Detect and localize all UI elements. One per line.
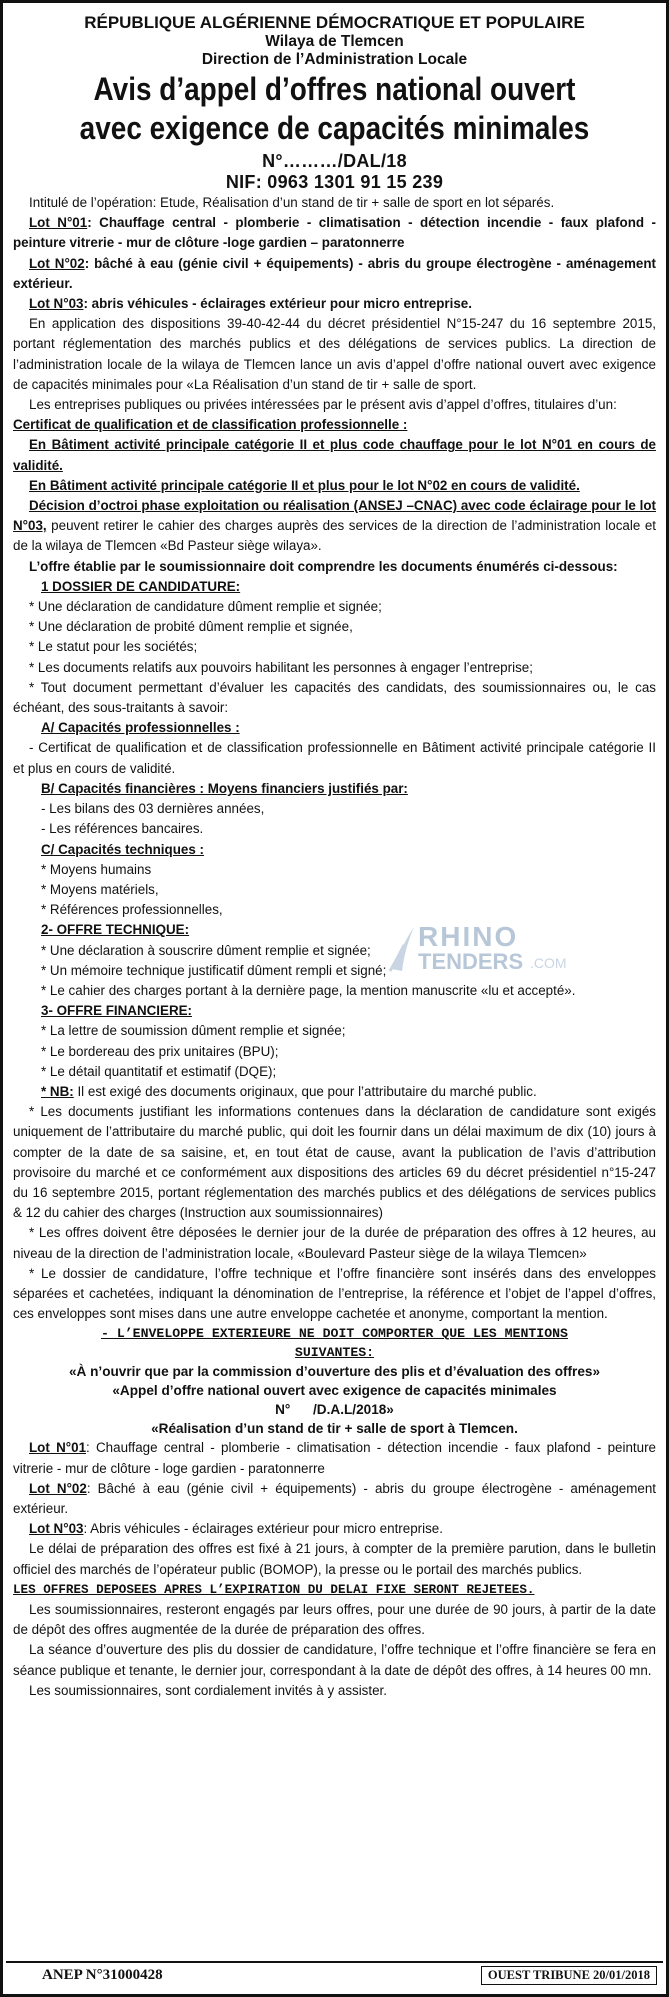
rejet-notice: LES OFFRES DEPOSEES APRES L’EXPIRATION DU DELAI FIXE SERONT REJETEES. [13, 1582, 535, 1597]
cap-tech-item: * Moyens humains [41, 861, 152, 877]
cap-tech-item: * Références professionnelles, [41, 902, 223, 918]
watermark-line-2: TENDERS [418, 949, 524, 974]
lot-label: Lot N°01 [29, 1440, 87, 1456]
lot-label: Lot N°03 [29, 296, 84, 312]
lot-label: Lot N°02 [29, 255, 85, 271]
delai-paragraph: Le délai de préparation des offres est fixé à 21 jours, à compter de la première parution, dans le bulletin officiel des marchés de l’opérateur public (BOMOP), la presse ou le portail des marchés publics. [13, 1541, 656, 1577]
offre-fin-item: * Le détail quantitatif et estimatif (DQE); [41, 1063, 277, 1079]
dossier-item: * Une déclaration de probité dûment remplie et signée, [29, 619, 353, 635]
direction-heading: Direction de l’Administration Locale [201, 51, 468, 68]
cap-fin-item: - Les bilans des 03 dernières années, [41, 801, 265, 817]
lot-2-top [13, 254, 656, 294]
dossier-item: * Les documents relatifs aux pouvoirs habilitant les personnes à engager l’entreprise; [29, 659, 533, 675]
dossier-item: * Une déclaration de candidature dûment remplie et signée; [29, 599, 382, 615]
lot-text: : Bâché à eau (génie civil + équipements) - abris du groupe électrogène - aménagement extérieur. [13, 1480, 656, 1516]
enveloppe-heading-1: - L’ENVELOPPE EXTERIEURE NE DOIT COMPORTER QUE LES MENTIONS [101, 1326, 568, 1342]
offre-tech-item: * Le cahier des charges portant à la dernière page, la mention manuscrite «lu et accepté». [41, 982, 576, 998]
retrait-cahier: peuvent retirer le cahier des charges auprès des services de la direction de l’administration locale et de la wilaya de Tlemcen «Bd Pasteur siège wilaya». [13, 518, 656, 554]
cap-fin-item: - Les références bancaires. [41, 821, 204, 837]
engages-paragraph: Les soumissionnaires, resteront engagés par leurs offres, pour une durée de 90 jours, à partir de la date de dépôt des offres augmentée de la durée de préparation des offres. [13, 1602, 656, 1638]
cap-pro-text: - Certificat de qualification et de classification professionnelle en Bâtiment activité principale catégorie II et plus en cours de validité. [13, 740, 656, 776]
lot-text: : Chauffage central - plomberie - climatisation - détection incendie - faux plafond - peinture vitrerie - mur de clôture - loge gardien - paratonnerre [13, 1440, 656, 1476]
lot-3-top [13, 294, 656, 314]
documents-paragraph: * Les documents justifiant les informations contenues dans la déclaration de candidature sont exigés uniquement de l’attributaire du marché public, qui doit les fournir dans un délai maximum de dix (10) jours à compter de la date de sa saisine, et, en tout état de cause, avant la publication de l’avis d’attribution provisoire du marché et ce conformément aux dispositions des articles 69 du décret présidentiel n°15-247 du 16 septembre 2015, portant réglementation des marchés publics et des délégations de services publics & 12 du cahier des charges (Instruction aux soumissionnaires) [13, 1104, 656, 1221]
enveloppe-line: «Appel d’offre national ouvert avec exigence de capacités minimales [112, 1383, 557, 1399]
invites-paragraph: Les soumissionnaires, sont cordialement invités à y assister. [29, 1682, 387, 1698]
dossier-heading: 1 DOSSIER DE CANDIDATURE: [41, 578, 241, 594]
wilaya-heading: Wilaya de Tlemcen [265, 33, 404, 50]
offres-deposees-paragraph: * Les offres doivent être déposées le dernier jour de la durée de préparation des offres à 12 heures, au niveau de la direction de l’administration locale, «Boulevard Pasteur siège de la wilaya Tlemcen» [13, 1225, 656, 1261]
nif-number: NIF: 0963 1301 91 15 239 [225, 172, 444, 192]
title-line-1: Avis d’appel d’offres national ouvert [93, 71, 576, 107]
lot-text: : Chauffage central - plomberie - climatisation - détection incendie - faux plafond - peinture vitrerie - mur de clôture -loge gardien – paratonnerre [13, 215, 656, 251]
rhino-horn-icon [388, 925, 418, 973]
dossier-item: * Le statut pour les sociétés; [29, 639, 198, 655]
watermark-line-1: RHINO [418, 921, 519, 952]
seance-paragraph: La séance d’ouverture des plis du dossier de candidature, l’offre technique et l’offre financière se fera en séance publique et tenante, le dernier jour, correspondant à la date de dépôt des offres, à 14 heures 00 mn. [13, 1642, 656, 1678]
operation-title: Intitulé de l’opération: Etude, Réalisation d’un stand de tir + salle de sport en lot séparés. [29, 195, 555, 210]
lot-1-bottom [13, 1438, 656, 1478]
lot-2-bottom [13, 1479, 656, 1519]
republic-heading: RÉPUBLIQUE ALGÉRIENNE DÉMOCRATIQUE ET POPULAIRE [84, 13, 585, 32]
cap-tech-item: * Moyens matériels, [41, 881, 159, 897]
cap-fin-heading: B/ Capacités financières : Moyens financiers justifiés par: [41, 780, 408, 796]
lot-text: : abris véhicules - éclairages extérieur pour micro entreprise. [83, 296, 472, 312]
lot-3-bottom [13, 1519, 656, 1539]
lot-label: Lot N°03 [29, 1521, 84, 1537]
offre-fin-item: * La lettre de soumission dûment remplie et signée; [41, 1023, 346, 1039]
enveloppe-line: N° /D.A.L/2018» [275, 1402, 394, 1418]
offre-tech-item: * Un mémoire technique justificatif dûment rempli et signé; [41, 962, 387, 978]
title-line-2: avec exigence de capacités minimales [79, 110, 590, 146]
enveloppe-heading-2: SUIVANTES: [294, 1345, 375, 1361]
certificat-heading: Certificat de qualification et de classification professionnelle : [13, 417, 408, 433]
nb-label: * NB: [41, 1083, 74, 1099]
lot-label: Lot N°02 [29, 1480, 87, 1496]
offre-tech-heading: 2- OFFRE TECHNIQUE: [41, 922, 190, 938]
application-paragraph: En application des dispositions 39-40-42-44 du décret présidentiel N°15-247 du 16 septembre 2015, portant réglementation des marchés publics et des délégations de services publics. La direction de l’administration locale de la wilaya de Tlemcen lance un avis d’appel d’offre national ouvert avec exigence de capacités minimales pour «La Réalisation d’un stand de tir + salle de sport. [13, 316, 656, 392]
dossier-item: * Tout document permettant d’évaluer les capacités des candidats, des soumissionnaires ou, le cas échéant, des sous-traitants à savoir: [13, 679, 656, 716]
nb-note [13, 1082, 656, 1102]
offre-fin-heading: 3- OFFRE FINANCIERE: [41, 1003, 193, 1019]
offre-fin-item: * Le bordereau des prix unitaires (BPU); [41, 1043, 279, 1059]
notice-body [13, 13, 656, 1701]
nb-text: Il est exigé des documents originaux, que pour l’attributaire du marché public. [73, 1083, 537, 1099]
cap-pro-heading: A/ Capacités professionnelles : [41, 720, 240, 736]
cap-tech-heading: C/ Capacités techniques : [41, 841, 204, 857]
enveloppe-line: «À n’ouvrir que par la commission d’ouverture des plis et d’évaluation des offres» [68, 1364, 601, 1380]
offre-tech-item: * Une déclaration à souscrire dûment remplie et signée; [41, 942, 371, 958]
anep-number: ANEP N°31000428 [42, 1967, 163, 1983]
entreprises-paragraph: Les entreprises publiques ou privées intéressées par le présent avis d’appel d’offres, titulaires d’un: [29, 397, 617, 413]
lot-label: Lot N°01 [29, 215, 88, 231]
notice-number: N°………/DAL/18 [262, 151, 407, 171]
lot-text: : bâché à eau (génie civil + équipements) - abris du groupe électrogène - aménagement extérieur. [13, 255, 656, 291]
lot-text: : Abris véhicules - éclairages extérieur pour micro entreprise. [83, 1521, 443, 1537]
dossier-candidature-paragraph: * Le dossier de candidature, l’offre technique et l’offre financière sont insérés dans des enveloppes séparées et cachetées, indiquant la dénomination de l’entreprise, la référence et l’objet de l’appel d’offres, ces enveloppes sont mises dans une autre enveloppe cachetée et anonyme, comportant la mention. [13, 1265, 656, 1322]
certificat-lot-1: En Bâtiment activité principale catégorie II et plus code chauffage pour le lot N°01 en cours de validité. [13, 437, 656, 473]
certificat-lot-2: En Bâtiment activité principale catégorie II et plus pour le lot N°02 en cours de validité. [29, 477, 580, 493]
offre-intro: L’offre établie par le soumissionnaire doit comprendre les documents énumérés ci-dessous: [29, 558, 618, 574]
enveloppe-line: «Réalisation d’un stand de tir + salle de sport à Tlemcen. [151, 1421, 518, 1437]
decision-octroi: Décision d’octroi phase exploitation ou réalisation (ANSEJ –CNAC) avec code éclairage pour le lot N°03, [13, 498, 656, 534]
lot-1-top [13, 213, 656, 253]
watermark [388, 921, 588, 981]
certificat-lot-3 [13, 496, 656, 557]
watermark-line-3: .COM [530, 955, 567, 971]
footer-bar [6, 1961, 663, 1991]
newspaper-reference: OUEST TRIBUNE 20/01/2018 [481, 1966, 657, 1985]
